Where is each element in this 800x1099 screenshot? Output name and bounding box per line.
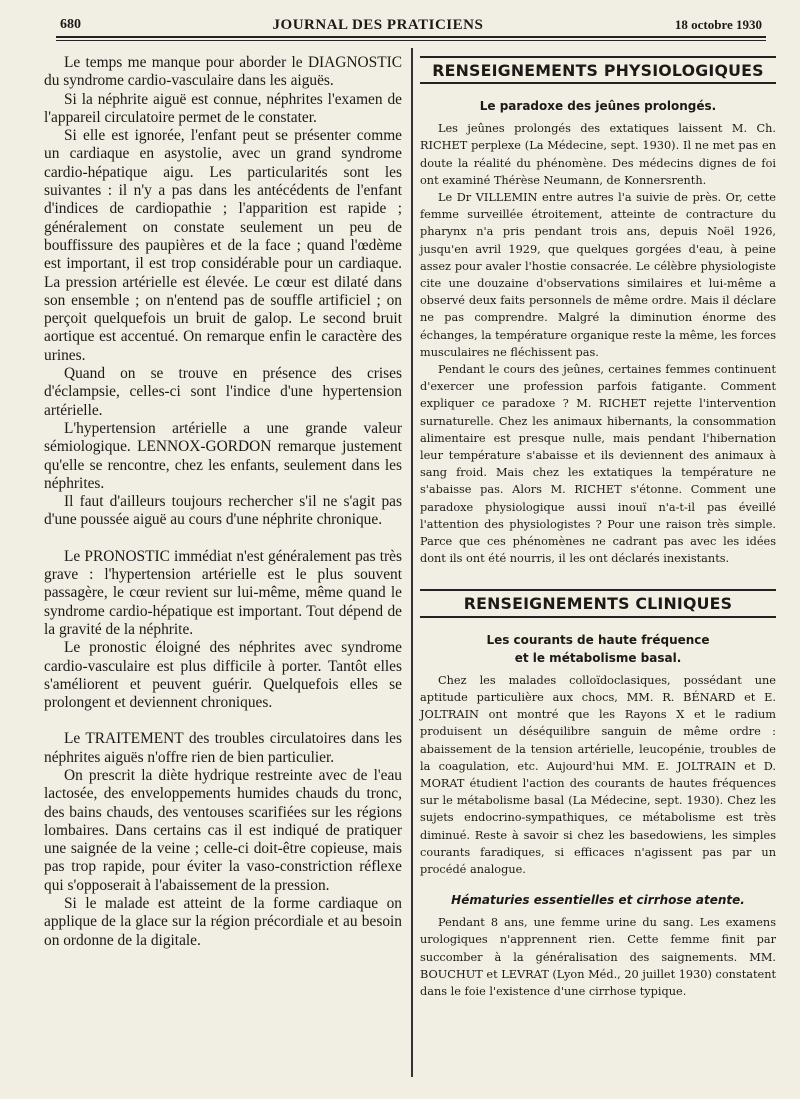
article-title-courants-line-2: et le métabolisme basal. — [514, 650, 682, 665]
article-hematuries-paragraph-1: Pendant 8 ans, une femme urine du sang. Les examens urologiques n'apprennent rien. Cette femme finit par succomber à la généralisation des saignements. MM. BOUCHUT et LEVRAT (Lyon Méd., 20 juillet 1930) constatent dans le foie l'existence d'une cirrhose typique. — [420, 916, 777, 998]
page-number: 680 — [60, 17, 81, 32]
article-title-hematuries: Hématuries essentielles et cirrhose atente. — [451, 893, 745, 908]
prognosis-remote-paragraph: Le pronostic éloigné des néphrites avec syndrome cardio-vasculaire est plus difficile à porter. Tantôt elles s'améliorent et peuvent guérir. Quelquefois elles se prolongent et deviennent chroniques. — [44, 639, 402, 712]
article-courants-paragraph-1: Chez les malades colloïdoclasiques, possédant une aptitude particulière aux chocs, MM. R. BÉNARD et E. JOLTRAIN ont montré que les Rayons X et le radium produisent un déséquilibre sanguin de même ordre : abaissement de la tension artérielle, leucopénie, troubles de la coagulation, etc. Aujourd'hui MM. E. JOLTRAIN et D. MORAT étudient l'action des courants de hautes fréquences sur le métabolisme basal (La Médecine, sept. 1930). Chez les sujets endocrino-sympathiques, ce métabolisme est très diminué. Reste à savoir si chez les basedowiens, les simples courants faradiques, si efficaces n'agissent pas par un procédé analogue. — [420, 673, 776, 876]
hypertension-paragraph: L'hypertension artérielle a une grande valeur sémiologique. LENNOX-GORDON remarque justement qu'elle se rencontre, chez les enfants, seulement dans les néphrites. — [44, 419, 402, 492]
chronic-nephritis-paragraph: Il faut d'ailleurs toujours rechercher s'il ne s'agit pas d'une poussée aiguë au cours d'une néphrite chronique. — [44, 493, 402, 529]
right-column — [420, 56, 776, 1000]
ignored-nephritis-paragraph: Si elle est ignorée, l'enfant peut se présenter comme un cardiaque en asystolie, avec un grand syndrome cardio-hépatique aigu. Les particularités sont les suivantes : il n'y a pas dans les antécédents de l'enfant d'indices de cardiopathie ; l'apparition est rapide ; généralement on constate seulement un peu de bouffissure des paupières et de la face ; quand l'œdème est important, il est trop considérable pour un cardiaque. La pression artérielle est élevée. Le cœur est dilaté dans son ensemble ; on n'entend pas de souffle artificiel ; on perçoit quelquefois un bruit de galop. Le second bruit aortique est accentué. On remarque enfin le caractère des urines. — [44, 127, 402, 364]
known-nephritis-paragraph: Si la néphrite aiguë est connue, néphrites l'examen de l'appareil circulatoire permet de le constater. — [44, 90, 402, 126]
header-rule — [56, 36, 766, 38]
section-heading-physiologiques: RENSEIGNEMENTS PHYSIOLOGIQUES — [420, 56, 776, 84]
treatment-intro-paragraph: Le TRAITEMENT des troubles circulatoires dans les néphrites aiguës n'offre rien de bien particulier. — [44, 730, 402, 766]
article-jeunes-paragraph-2: Le Dr VILLEMIN entre autres l'a suivie de près. Or, cette femme surveillée étroitement, atteinte de contracture du pharynx n'a pris pendant trois ans, depuis Noël 1926, jusqu'en avril 1929, que quelques gorgées d'eau, à peine assez pour avaler l'hostie consacrée. Le célèbre physiologiste cite une douzaine d'observations similaires et lui-même a observé deux faits personnels de même ordre. Mais il déclare ne pas comprendre. Malgré la diminution énorme des échanges, la température organique reste la même, les forces musculaires ne fléchissent pas. — [420, 191, 776, 359]
left-column — [44, 54, 402, 950]
column-divider — [411, 48, 413, 1077]
journal-title: JOURNAL DES PRATICIENS — [272, 16, 484, 33]
diagnostic-intro-paragraph: Le temps me manque pour aborder le DIAGNOSTIC du syndrome cardio-vasculaire dans les aiguës. — [44, 54, 402, 90]
section-heading-cliniques: RENSEIGNEMENTS CLINIQUES — [420, 589, 776, 617]
article-jeunes-paragraph-3: Pendant le cours des jeûnes, certaines femmes continuent d'exercer une profession parfois fatigante. Comment expliquer ce paradoxe ? M. RICHET rejette l'intervention surnaturelle. Chez les animaux hibernants, la consommation alimentaire est presque nulle, mais pendant l'hibernation leur température s'abaisse et ils deviennent des animaux à sang froid. Mais chez les extatiques la température ne s'abaisse pas. Alors M. RICHET s'étonne. Comment une paradoxe physiologique aussi inouï n'a-t-il pas éveillé l'attention des physiologistes ? Pour une raison très simple. Parce que ces phénomènes ne cadrant pas avec les idées dont ils ont été nourris, il les ont déclarés inexistants. — [420, 363, 776, 566]
treatment-cardiac-paragraph: Si le malade est atteint de la forme cardiaque on applique de la glace sur la région précordiale et au besoin on ordonne de la digitale. — [44, 895, 402, 949]
prognosis-immediate-paragraph: Le PRONOSTIC immédiat n'est généralement pas très grave : l'hypertension artérielle est le plus souvent passagère, le cœur revient sur lui-même, même quand le syndrome cardio-hépatique est important. Tout dépend de la gravité de la néphrite. — [44, 547, 402, 638]
section-spacer — [420, 567, 776, 589]
header-rule-thin — [56, 40, 766, 41]
page-header — [60, 14, 762, 36]
treatment-diet-paragraph: On prescrit la diète hydrique restreinte avec de l'eau lactosée, des enveloppements humides chauds du tronc, des bains chauds, des ventouses scarifiées sur les régions lombaires. Dans certains cas il est indiqué de pratiquer une saignée de la veine ; celle-ci doit-être copieuse, mais pas trop rapide, pour éviter la vaso-constriction réflexe qui s'opposerait à l'abaissement de la pression. — [44, 766, 402, 894]
article-title-jeunes: Le paradoxe des jeûnes prolongés. — [479, 99, 717, 114]
article-jeunes-paragraph-1: Les jeûnes prolongés des extatiques laissent M. Ch. RICHET perplexe (La Médecine, sept. 1930). Il ne met pas en doute la réalité du phénomène. Des médecins dignes de foi ont examiné Thérèse Neumann, de Konnersrenth. — [420, 122, 776, 187]
eclampsia-paragraph: Quand on se trouve en présence des crises d'éclampsie, celles-ci sont l'indice d'une hypertension artérielle. — [44, 365, 402, 419]
issue-date: 18 octobre 1930 — [674, 17, 762, 32]
article-title-courants-line-1: Les courants de haute fréquence — [486, 632, 710, 647]
